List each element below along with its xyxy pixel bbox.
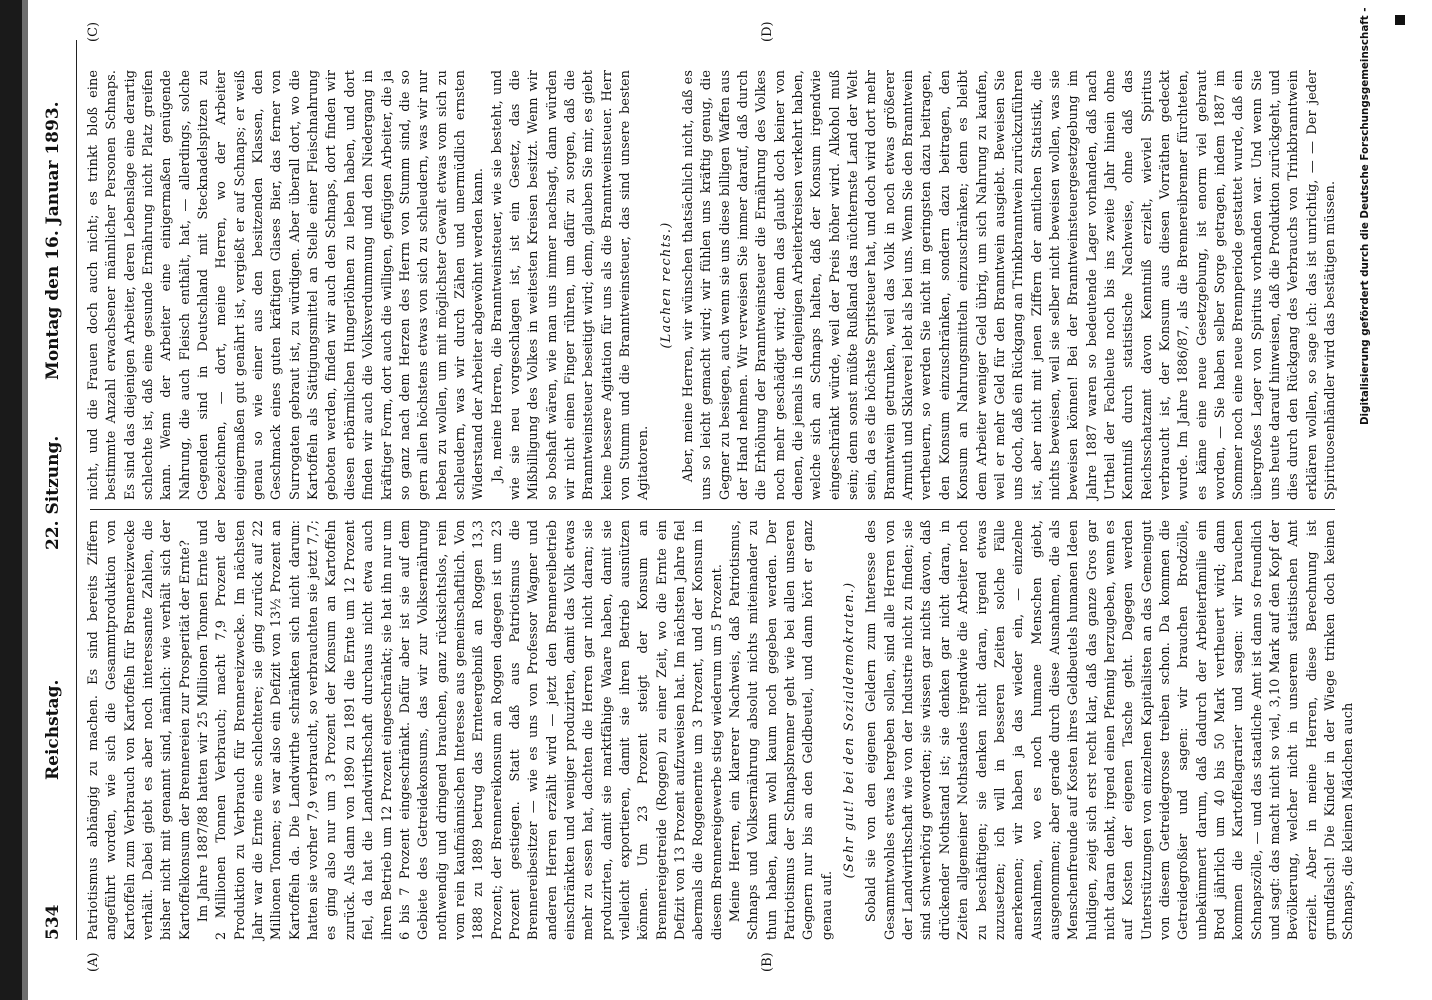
paragraph: Meine Herren, ein klarerer Nachweis, daß Patriotismus, Schnaps und Volksernährung absolut nichts miteinander zu thun haben, kann wohl kaum noch gegeben werden. Der Patriotismus der Schnapsbrenner geht wie bei allen unseren Gegnern nur bis an den Geldbeutel, und dann hört er ganz genau auf.: [728, 520, 835, 940]
right-text-column: [85, 70, 1340, 500]
paragraph: Aber, meine Herren, wir wünschen thatsächlich nicht, daß es uns so leicht gemacht wird; wir fühlen uns kräftig genug, die Gegner zu besiegen, auch wenn sie uns diese billigen Waffen aus der Hand nehmen. Wir verweisen Sie immer darauf, daß durch die Erhöhung der Branntweinsteuer die Ernährung des Volkes noch mehr geschädigt wird; denn das glaubt doch keiner von denen, die jemals in denjenigen Arbeiterkreisen verkehrt haben, welche sich an Schnaps halten, daß der Konsum irgendwie eingeschränkt würde, weil der Preis höher wird. Alkohol muß sein; denn sonst müßte Rußland das nüchternste Land der Welt sein, da es die höchste Spritsteuer hat, und doch wird dort mehr Branntwein getrunken, weil das Volk in noch etwas größerer Armuth und Sklaverei lebt als bei uns. Wenn Sie den Branntwein vertheuern, so werden Sie nicht im geringsten dazu beitragen, den Konsum einzuschränken, sondern dazu beitragen, den Konsum an Nahrungsmitteln einzuschränken; denn es bleibt dem Arbeiter weniger Geld übrig, um sich Nahrung zu kaufen, weil er mehr Geld für den Branntwein ausgiebt. Beweisen Sie uns doch, daß ein Rückgang an Trinkbranntwein zurückzuführen ist, aber nicht mit jenen Ziffern der amtlichen Statistik, die nichts beweisen, weil sie selber nicht beweisen wollen, was sie beweisen können! Bei der Branntweinsteuergesetzgebung im Jahre 1887 waren so bedeutende Lager vorhanden, daß nach Urtheil der Fachleute noch bis ins zweite Jahr hinein ohne Kenntniß durch statistische Nachweise, ohne daß das Reichsschatzamt davon Kenntniß erzielt, wieviel Spiritus verbraucht ist, der Konsum aus diesen Vorräthen gedeckt wurde. Im Jahre 1886/87, als die Brennereibrenner fürchteten, es käme eine neue Gesetzgebung, ist enorm viel gebraut worden, — Sie haben selber Sorge getragen, indem 1887 im Sommer noch eine neue Brennperiode gestattet wurde, daß ein übergroßes Lager von Spiritus vorhanden war. Und wenn Sie uns heute darauf hinweisen, daß die Produktion zurückgeht, und dies durch den Rückgang des Verbrauchs von Trinkbranntwein erklären wollen, so sage ich: das ist unrichtig, — — Der jeder Spirituosenhändler wird das bestätigen müssen.: [681, 70, 1339, 500]
session-label: 22. Sitzung.: [43, 435, 63, 550]
page-header: [35, 40, 75, 940]
interjection: (Sehr gut! bei den Sozialdemokraten.): [842, 581, 858, 879]
margin-marker-d: (D): [760, 21, 775, 42]
credit-text: Digitalisierung gefördert durch die Deutsche Forschungsgemeinschaft -: [1359, 7, 1371, 425]
digitization-credit: [1358, 5, 1382, 425]
header-rule: [76, 40, 77, 940]
paragraph: Im Jahre 1887/88 hatten wir 25 Millionen Tonnen Ernte und 2 Millionen Tonnen Verbrauch; macht 7,9 Prozent der Produktion zu Verbrauch für Brennereizwecke. Im nächsten Jahr war die Ernte eine schlechtere; sie ging zurück auf 22 Millionen Tonnen; es war also ein Defizit von 13½ Prozent an Kartoffeln da. Die Landwirthe schränkten sich nicht darum: hatten sie vorher 7,9 verbraucht, so verbrauchten sie jetzt 7,7; es ging also nur um 3 Prozent der Konsum an Kartoffeln zurück. Als dann von 1890 zu 1891 die Ernte um 12 Prozent fiel, da hat die Landwirthschaft durchaus nicht etwa auch ihren Betrieb um 12 Prozent eingeschränkt; sie hat ihn nur um 6 bis 7 Prozent eingeschränkt. Dafür aber ist sie auf dem Gebiete des Getreidekonsums, das wir zur Volksernährung nothwendig und dringend brauchen, ganz rücksichtslos, rein vom rein kaufmännischen Interesse aus gemeinschaftlich. Von 1888 zu 1889 betrug das Ernteergebniß an Roggen 13,3 Prozent; der Brennereikonsum an Roggen dagegen ist um 23 Prozent gestiegen. Statt daß aus Patriotismus die Brennereibesitzer — wie es uns von Professor Wagner und anderen Herren erzählt wird — jetzt den Brennereibetrieb einschränkten und weniger produzirten, damit das Volk etwas mehr zu essen hat, dachten die Herren gar nicht daran; sie produzirten, damit sie marktfähige Waare haben, damit sie vielleicht exportieren, damit sie ihren Betrieb ausnützen können. Um 23 Prozent steigt der Konsum an Brennereigetreide (Roggen) zu einer Zeit, wo die Ernte ein Defizit von 13 Prozent aufzuweisen hat. Im nächsten Jahre fiel abermals die Roggenernte um 3 Prozent, und der Konsum in diesem Brennereigewerbe stieg wiederum um 5 Prozent.: [196, 520, 725, 940]
page-number: 534: [43, 904, 63, 940]
paragraph: Sobald sie von den eigenen Geldern zum Interesse des Gesammtwohles etwas hergeben sollen, sind alle Herren von der Landwirthschaft wie von der Industrie nicht zu finden; sie sind schwerhörig geworden; sie wissen gar nichts davon, daß drückender Nothstand ist; sie denken gar nicht daran, in Zeiten allgemeiner Nothstandes irgendwie die Arbeiter noch zu beschäftigen; sie denken nicht daran, irgend etwas zuzusetzen; ich will in besseren Zeiten solche Fälle anerkennen; wir haben ja das wieder ein, — einzelne Ausnahmen, wo es noch humane Menschen giebt, ausgenommen; aber gerade durch diese Ausnahmen, die als Menschenfreunde auf Kosten ihres Geldbeutels humanen Ideen huldigen, zeigt sich erst recht klar, daß das ganze Gros gar nicht daran denkt, irgend einen Pfennig herzugeben, wenn es auf Kosten der eigenen Tasche geht. Dagegen werden Unterstützungen von einzelnen Kapitalisten an das Gemeingut von diesem Getreidegrosse treiben schon. Da kommen die Getreidegroßier und sagen: wir brauchen Brodzölle, unbekümmert darum, daß dadurch der Arbeiterfamilie ein Brod jährlich um 40 bis 50 Mark vertheuert wird; dann kommen die Kartoffelagrarier und sagen: wir brauchen Schnapszölle, — und das staatliche Amt ist dann so freundlich und sagt: das macht nicht so viel, 3,10 Mark auf den Kopf der Bevölkerung, welcher nicht in unserem statistischen Amt erzielt. Aber in meine Herren, diese Berechnung ist grundfalsch! Die Kinder in der Wiege trinken doch keinen Schnaps, die kleinen Mädchen auch: [864, 520, 1357, 940]
scan-edge-gray: [22, 0, 28, 1000]
column-divider: [90, 509, 1335, 510]
paragraph: Ja, meine Herren, die Branntweinsteuer, wie sie besteht, und wie sie neu vorgeschlagen ist, ist ein Gesetz, das die Mißbilligung des Volkes in weitesten Kreisen besitzt. Wenn wir so boshaft wären, wie man uns immer nachsagt, dann würden wir nicht einen Finger rühren, um dafür zu sorgen, daß die Branntweinsteuer beseitigt wird; denn, glauben Sie mir, es giebt keine bessere Agitation für uns als die Branntweinsteuer. Herr von Stumm und die Branntweinsteuer, das sind unsere besten Agitatoren.: [489, 70, 652, 500]
corner-mark: [1395, 15, 1405, 25]
margin-marker-b: (B): [760, 952, 775, 972]
margin-marker-c: (C): [86, 21, 101, 42]
paragraph: Patriotismus abhängig zu machen. Es sind bereits Ziffern angeführt worden, wie sich die Gesammtproduktion von Kartoffeln zum Verbrauch von Kartoffeln für Brennereizwecke verhält. Dabei giebt es aber noch interessante Zahlen, die bisher nicht mit genannt sind, nämlich: wie verhält sich der Kartoffelkonsum der Brennereien zur Prosperität der Ernte?: [86, 520, 193, 940]
session-date: Montag den 16. Januar 1893.: [43, 101, 63, 380]
paragraph: nicht, und die Frauen doch auch nicht; es trinkt bloß eine bestimmte Anzahl erwachsener männlicher Personen Schnaps. Es sind das diejenigen Arbeiter, deren Lebenslage eine derartig schlechte ist, daß eine gesunde Ernährung nicht Platz greifen kann. Wenn der Arbeiter eine einigermaßen genügende Nahrung, die auch Fleisch enthält, hat, — allerdings, solche Gegenden sind in Deutschland mit Stecknadelspitzen zu bezeichnen, — dort, meine Herren, wo der Arbeiter einigermaßen gut genährt ist, vergießt er auf Schnaps; er weiß genau so wie einer aus den besitzenden Klassen, den Geschmack eines guten kräftigen Glases Bier, das ferner von Surrogaten gebraut ist, zu würdigen. Aber überall dort, wo die Kartoffeln als Sättigungsmittel an Stelle einer Fleischnahrung geboten werden, finden wir auch den Schnaps, dort finden wir diesen erbärmlichen Hungerlöhnen zu leben haben, und dort finden wir auch die Volksverdummung und den Niedergang in kräftiger Form, dort auch die willigen, gefügigen Arbeiter, die ja so ganz nach dem Herzen des Herrn von Stumm sind, die so gern allen höchstens etwas von sich zu schleudern, was wir nur heben zu wollen, um mit möglichster Gewalt etwas vom sich zu schleudern, was wir durch Zähen und unermüdlich ernsten Widerstand der Arbeiter abgewöhnt werden kann.: [86, 70, 487, 500]
left-text-column: [85, 520, 1359, 940]
scan-edge-dark: [0, 0, 22, 1000]
interjection: (Lachen rechts.): [658, 221, 674, 349]
margin-marker-a: (A): [86, 952, 101, 972]
publication-title: Reichstag.: [43, 679, 63, 780]
